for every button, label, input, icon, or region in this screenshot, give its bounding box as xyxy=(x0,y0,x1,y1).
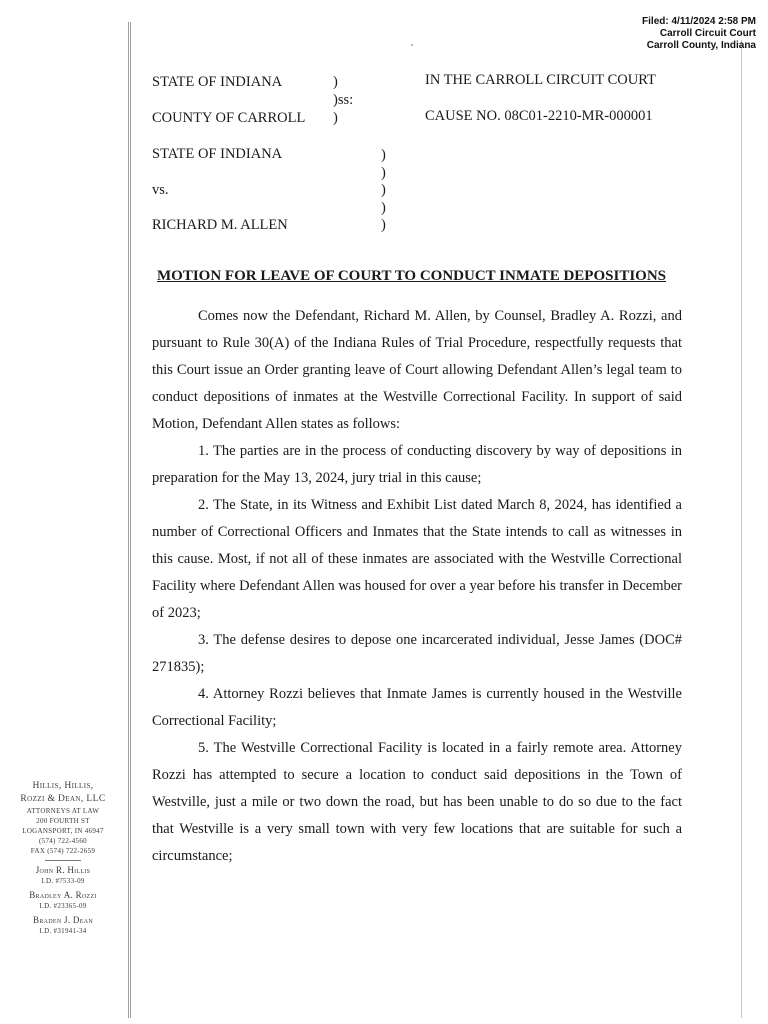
firm-city: LOGANSPORT, IN 46947 xyxy=(22,827,104,835)
caption-state: STATE OF INDIANA xyxy=(152,74,283,90)
intro-paragraph: Comes now the Defendant, Richard M. Allen, by Counsel, Bradley A. Rozzi, and pursuant to Rule 30(A) of the Indiana Rules of Trial Procedure, respectfully requests that this Court issue an Order granting leave of Court allowing Defendant Allen’s legal team to conduct depositions of inmates at the Westville Correctional Facility. In support of said Motion, Defendant Allen states as follows: xyxy=(152,308,682,432)
caption-paren-2: ) xyxy=(333,110,338,126)
paragraph-2: 2. The State, in its Witness and Exhibit List dated March 8, 2024, has identified a number of Correctional Officers and Inmates that the State intends to call as witnesses in this cause. Most, if not all of these inmates are associated with the Westville Correctional Facility where Defendant Allen was housed for over a year before his transfer in December of 2023; xyxy=(152,497,682,621)
filed-stamp-court: Carroll Circuit Court xyxy=(659,28,756,39)
firm-street: 200 FOURTH ST xyxy=(36,817,90,825)
firm-tagline: ATTORNEYS AT LAW xyxy=(26,807,100,815)
caption-county: COUNTY OF CARROLL xyxy=(152,110,306,126)
attorney-1-name: John R. Hillis xyxy=(35,865,91,875)
filed-stamp xyxy=(642,16,756,52)
attorney-1-id: I.D. #7533-09 xyxy=(41,877,85,885)
caption-parens-block: ) ) ) ) ) xyxy=(381,147,386,233)
defendant-name: RICHARD M. ALLEN xyxy=(152,217,288,233)
attorney-3-id: I.D. #31941-34 xyxy=(39,927,87,935)
filed-stamp-date: Filed: 4/11/2024 2:58 PM xyxy=(642,16,756,27)
caption-ss: )ss: xyxy=(333,92,354,108)
paragraph-5: 5. The Westville Correctional Facility is located in a fairly remote area. Attorney Rozzi has attempted to secure a location to conduct said depositions in the Town of Westville, just a mile or two down the road, but has been unable to do so due to the fact that Westville is a very small town with very few locations that are suitable for such a circumstance; xyxy=(152,740,682,864)
caption-paren-1: ) xyxy=(333,74,338,90)
filed-stamp-county: Carroll County, Indiana xyxy=(646,40,756,51)
plaintiff-name: STATE OF INDIANA xyxy=(152,146,283,162)
attorney-3-name: Braden J. Dean xyxy=(33,915,93,925)
firm-name-line-2: Rozzi & Dean, LLC xyxy=(20,794,106,804)
firm-name-line-1: Hillis, Hillis, xyxy=(32,781,94,791)
paragraph-1: 1. The parties are in the process of conducting discovery by way of depositions in preparation for the May 13, 2024, jury trial in this cause; xyxy=(152,443,682,486)
paragraph-4: 4. Attorney Rozzi believes that Inmate James is currently housed in the Westville Correctional Facility; xyxy=(152,686,682,729)
document-title: MOTION FOR LEAVE OF COURT TO CONDUCT INMATE DEPOSITIONS xyxy=(157,268,667,284)
margin-rule-left xyxy=(128,22,131,1018)
attorney-2-id: I.D. #23365-09 xyxy=(39,902,87,910)
firm-letterhead xyxy=(4,780,122,936)
versus: vs. xyxy=(152,182,169,198)
margin-rule-right xyxy=(741,40,742,1018)
cause-number: CAUSE NO. 08C01-2210-MR-000001 xyxy=(425,108,653,124)
firm-fax: FAX (574) 722-2659 xyxy=(30,847,96,855)
court-name: IN THE CARROLL CIRCUIT COURT xyxy=(425,72,656,88)
paragraph-3: 3. The defense desires to depose one incarcerated individual, Jesse James (DOC# 271835); xyxy=(152,632,682,675)
attorney-2-name: Bradley A. Rozzi xyxy=(29,890,97,900)
motion-body xyxy=(152,303,682,870)
firm-phone: (574) 722-4560 xyxy=(39,837,87,845)
scan-speck xyxy=(411,44,413,46)
letterhead-divider xyxy=(45,860,81,861)
